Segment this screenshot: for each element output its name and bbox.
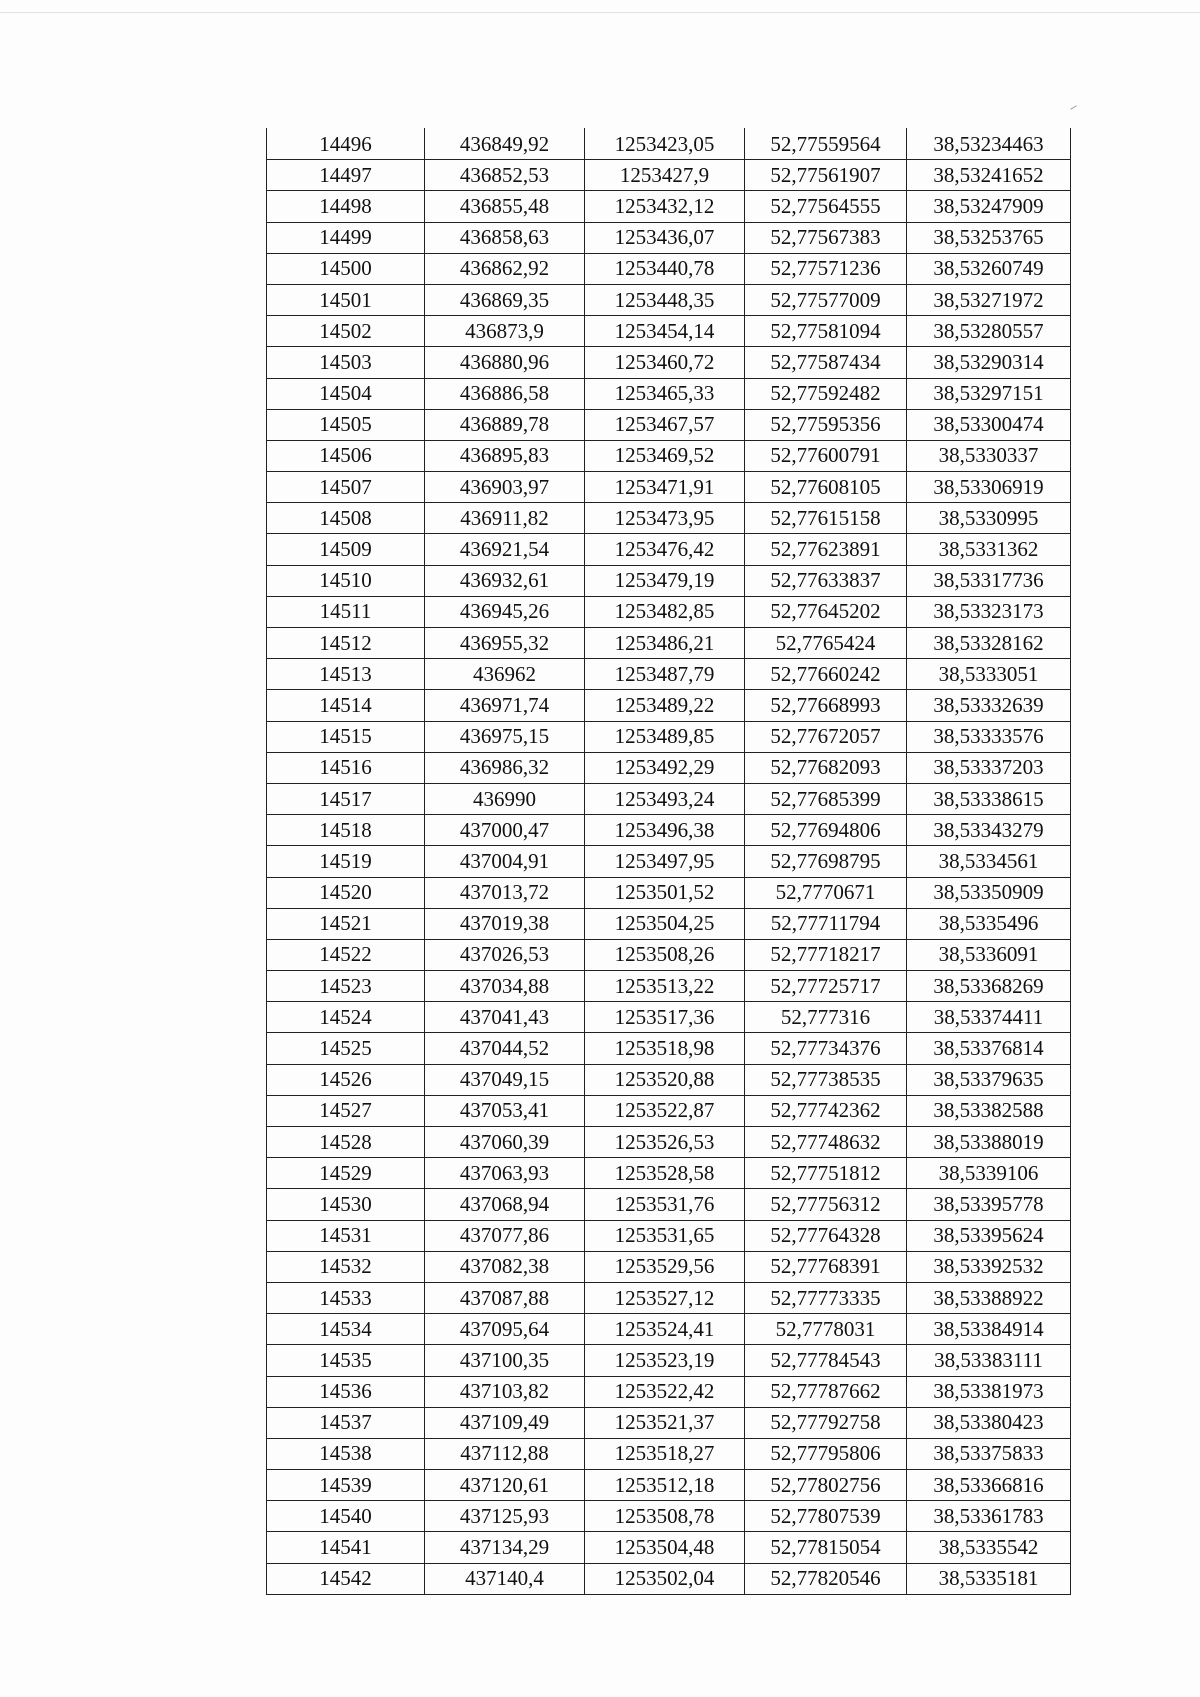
point-number-cell: 14532 xyxy=(267,1251,425,1282)
y-coordinate-cell: 1253502,04 xyxy=(585,1563,745,1594)
longitude-cell: 38,5330337 xyxy=(907,440,1071,471)
longitude-cell: 38,53338615 xyxy=(907,783,1071,814)
y-coordinate-cell: 1253527,12 xyxy=(585,1282,745,1313)
point-number-cell: 14506 xyxy=(267,440,425,471)
latitude-cell: 52,77738535 xyxy=(745,1064,907,1095)
point-number-cell: 14542 xyxy=(267,1563,425,1594)
table-row xyxy=(267,846,1071,877)
y-coordinate-cell: 1253504,25 xyxy=(585,908,745,939)
x-coordinate-cell: 437026,53 xyxy=(425,939,585,970)
point-number-cell: 14516 xyxy=(267,752,425,783)
longitude-cell: 38,53376814 xyxy=(907,1033,1071,1064)
point-number-cell: 14511 xyxy=(267,596,425,627)
x-coordinate-cell: 436903,97 xyxy=(425,472,585,503)
point-number-cell: 14515 xyxy=(267,721,425,752)
y-coordinate-cell: 1253523,19 xyxy=(585,1345,745,1376)
latitude-cell: 52,77734376 xyxy=(745,1033,907,1064)
point-number-cell: 14535 xyxy=(267,1345,425,1376)
y-coordinate-cell: 1253454,14 xyxy=(585,316,745,347)
longitude-cell: 38,5330995 xyxy=(907,503,1071,534)
x-coordinate-cell: 437053,41 xyxy=(425,1095,585,1126)
latitude-cell: 52,77802756 xyxy=(745,1470,907,1501)
table-row xyxy=(267,378,1071,409)
point-number-cell: 14526 xyxy=(267,1064,425,1095)
longitude-cell: 38,5335181 xyxy=(907,1563,1071,1594)
x-coordinate-cell: 437087,88 xyxy=(425,1282,585,1313)
latitude-cell: 52,77672057 xyxy=(745,721,907,752)
table-row xyxy=(267,1064,1071,1095)
x-coordinate-cell: 436990 xyxy=(425,783,585,814)
latitude-cell: 52,77742362 xyxy=(745,1095,907,1126)
latitude-cell: 52,77581094 xyxy=(745,316,907,347)
point-number-cell: 14536 xyxy=(267,1376,425,1407)
latitude-cell: 52,77577009 xyxy=(745,284,907,315)
y-coordinate-cell: 1253427,9 xyxy=(585,160,745,191)
longitude-cell: 38,53361783 xyxy=(907,1501,1071,1532)
table-row xyxy=(267,1127,1071,1158)
y-coordinate-cell: 1253508,78 xyxy=(585,1501,745,1532)
latitude-cell: 52,77645202 xyxy=(745,596,907,627)
longitude-cell: 38,53332639 xyxy=(907,690,1071,721)
x-coordinate-cell: 437004,91 xyxy=(425,846,585,877)
y-coordinate-cell: 1253486,21 xyxy=(585,628,745,659)
point-number-cell: 14508 xyxy=(267,503,425,534)
latitude-cell: 52,77567383 xyxy=(745,222,907,253)
latitude-cell: 52,77660242 xyxy=(745,659,907,690)
table-row xyxy=(267,783,1071,814)
table-row xyxy=(267,628,1071,659)
longitude-cell: 38,53328162 xyxy=(907,628,1071,659)
latitude-cell: 52,77751812 xyxy=(745,1158,907,1189)
x-coordinate-cell: 436975,15 xyxy=(425,721,585,752)
y-coordinate-cell: 1253501,52 xyxy=(585,877,745,908)
latitude-cell: 52,77592482 xyxy=(745,378,907,409)
longitude-cell: 38,53368269 xyxy=(907,971,1071,1002)
point-number-cell: 14527 xyxy=(267,1095,425,1126)
table-row xyxy=(267,1345,1071,1376)
y-coordinate-cell: 1253448,35 xyxy=(585,284,745,315)
table-row xyxy=(267,222,1071,253)
x-coordinate-cell: 436869,35 xyxy=(425,284,585,315)
longitude-cell: 38,53306919 xyxy=(907,472,1071,503)
latitude-cell: 52,77682093 xyxy=(745,752,907,783)
point-number-cell: 14519 xyxy=(267,846,425,877)
latitude-cell: 52,77623891 xyxy=(745,534,907,565)
coordinates-table xyxy=(266,128,1071,1595)
longitude-cell: 38,53280557 xyxy=(907,316,1071,347)
table-row xyxy=(267,503,1071,534)
latitude-cell: 52,77561907 xyxy=(745,160,907,191)
y-coordinate-cell: 1253467,57 xyxy=(585,409,745,440)
point-number-cell: 14501 xyxy=(267,284,425,315)
latitude-cell: 52,777316 xyxy=(745,1002,907,1033)
point-number-cell: 14509 xyxy=(267,534,425,565)
latitude-cell: 52,77685399 xyxy=(745,783,907,814)
y-coordinate-cell: 1253522,87 xyxy=(585,1095,745,1126)
point-number-cell: 14541 xyxy=(267,1532,425,1563)
latitude-cell: 52,77820546 xyxy=(745,1563,907,1594)
table-row xyxy=(267,877,1071,908)
scan-edge-line xyxy=(0,12,1200,13)
y-coordinate-cell: 1253489,22 xyxy=(585,690,745,721)
table-row xyxy=(267,160,1071,191)
table-row xyxy=(267,316,1071,347)
x-coordinate-cell: 437060,39 xyxy=(425,1127,585,1158)
x-coordinate-cell: 436855,48 xyxy=(425,191,585,222)
point-number-cell: 14503 xyxy=(267,347,425,378)
x-coordinate-cell: 436932,61 xyxy=(425,565,585,596)
point-number-cell: 14538 xyxy=(267,1438,425,1469)
latitude-cell: 52,77768391 xyxy=(745,1251,907,1282)
longitude-cell: 38,53271972 xyxy=(907,284,1071,315)
point-number-cell: 14540 xyxy=(267,1501,425,1532)
x-coordinate-cell: 437034,88 xyxy=(425,971,585,1002)
table-row xyxy=(267,1220,1071,1251)
point-number-cell: 14496 xyxy=(267,129,425,160)
latitude-cell: 52,77718217 xyxy=(745,939,907,970)
table-row xyxy=(267,347,1071,378)
table-row xyxy=(267,565,1071,596)
table-row xyxy=(267,472,1071,503)
table-row xyxy=(267,1095,1071,1126)
table-row xyxy=(267,440,1071,471)
point-number-cell: 14514 xyxy=(267,690,425,721)
y-coordinate-cell: 1253476,42 xyxy=(585,534,745,565)
point-number-cell: 14513 xyxy=(267,659,425,690)
x-coordinate-cell: 437044,52 xyxy=(425,1033,585,1064)
x-coordinate-cell: 437134,29 xyxy=(425,1532,585,1563)
point-number-cell: 14507 xyxy=(267,472,425,503)
x-coordinate-cell: 436911,82 xyxy=(425,503,585,534)
table-row xyxy=(267,1282,1071,1313)
longitude-cell: 38,5335542 xyxy=(907,1532,1071,1563)
point-number-cell: 14539 xyxy=(267,1470,425,1501)
table-row xyxy=(267,1158,1071,1189)
latitude-cell: 52,77748632 xyxy=(745,1127,907,1158)
y-coordinate-cell: 1253493,24 xyxy=(585,783,745,814)
longitude-cell: 38,53333576 xyxy=(907,721,1071,752)
x-coordinate-cell: 436889,78 xyxy=(425,409,585,440)
longitude-cell: 38,53395624 xyxy=(907,1220,1071,1251)
x-coordinate-cell: 436921,54 xyxy=(425,534,585,565)
x-coordinate-cell: 436862,92 xyxy=(425,253,585,284)
table-row xyxy=(267,908,1071,939)
y-coordinate-cell: 1253512,18 xyxy=(585,1470,745,1501)
y-coordinate-cell: 1253489,85 xyxy=(585,721,745,752)
longitude-cell: 38,5334561 xyxy=(907,846,1071,877)
latitude-cell: 52,77615158 xyxy=(745,503,907,534)
table-row xyxy=(267,752,1071,783)
y-coordinate-cell: 1253517,36 xyxy=(585,1002,745,1033)
longitude-cell: 38,5336091 xyxy=(907,939,1071,970)
x-coordinate-cell: 437013,72 xyxy=(425,877,585,908)
table-row xyxy=(267,1189,1071,1220)
x-coordinate-cell: 436962 xyxy=(425,659,585,690)
longitude-cell: 38,53234463 xyxy=(907,129,1071,160)
x-coordinate-cell: 437095,64 xyxy=(425,1314,585,1345)
x-coordinate-cell: 436986,32 xyxy=(425,752,585,783)
table-row xyxy=(267,690,1071,721)
y-coordinate-cell: 1253473,95 xyxy=(585,503,745,534)
table-row xyxy=(267,191,1071,222)
y-coordinate-cell: 1253496,38 xyxy=(585,815,745,846)
point-number-cell: 14499 xyxy=(267,222,425,253)
x-coordinate-cell: 437019,38 xyxy=(425,908,585,939)
longitude-cell: 38,53290314 xyxy=(907,347,1071,378)
table-row xyxy=(267,815,1071,846)
table-row xyxy=(267,1532,1071,1563)
longitude-cell: 38,53381973 xyxy=(907,1376,1071,1407)
table-row xyxy=(267,659,1071,690)
table-row xyxy=(267,534,1071,565)
x-coordinate-cell: 437112,88 xyxy=(425,1438,585,1469)
point-number-cell: 14521 xyxy=(267,908,425,939)
latitude-cell: 52,77587434 xyxy=(745,347,907,378)
longitude-cell: 38,53382588 xyxy=(907,1095,1071,1126)
latitude-cell: 52,77795806 xyxy=(745,1438,907,1469)
point-number-cell: 14505 xyxy=(267,409,425,440)
y-coordinate-cell: 1253487,79 xyxy=(585,659,745,690)
longitude-cell: 38,53380423 xyxy=(907,1407,1071,1438)
y-coordinate-cell: 1253526,53 xyxy=(585,1127,745,1158)
y-coordinate-cell: 1253522,42 xyxy=(585,1376,745,1407)
y-coordinate-cell: 1253423,05 xyxy=(585,129,745,160)
x-coordinate-cell: 437140,4 xyxy=(425,1563,585,1594)
point-number-cell: 14534 xyxy=(267,1314,425,1345)
table-row xyxy=(267,1002,1071,1033)
y-coordinate-cell: 1253528,58 xyxy=(585,1158,745,1189)
point-number-cell: 14500 xyxy=(267,253,425,284)
y-coordinate-cell: 1253521,37 xyxy=(585,1407,745,1438)
longitude-cell: 38,53374411 xyxy=(907,1002,1071,1033)
point-number-cell: 14537 xyxy=(267,1407,425,1438)
point-number-cell: 14531 xyxy=(267,1220,425,1251)
latitude-cell: 52,77633837 xyxy=(745,565,907,596)
longitude-cell: 38,53388019 xyxy=(907,1127,1071,1158)
y-coordinate-cell: 1253497,95 xyxy=(585,846,745,877)
y-coordinate-cell: 1253524,41 xyxy=(585,1314,745,1345)
longitude-cell: 38,53343279 xyxy=(907,815,1071,846)
y-coordinate-cell: 1253471,91 xyxy=(585,472,745,503)
table-row xyxy=(267,1438,1071,1469)
longitude-cell: 38,53241652 xyxy=(907,160,1071,191)
y-coordinate-cell: 1253432,12 xyxy=(585,191,745,222)
x-coordinate-cell: 436852,53 xyxy=(425,160,585,191)
y-coordinate-cell: 1253436,07 xyxy=(585,222,745,253)
y-coordinate-cell: 1253482,85 xyxy=(585,596,745,627)
x-coordinate-cell: 436886,58 xyxy=(425,378,585,409)
x-coordinate-cell: 437049,15 xyxy=(425,1064,585,1095)
y-coordinate-cell: 1253531,76 xyxy=(585,1189,745,1220)
table-row xyxy=(267,253,1071,284)
latitude-cell: 52,77668993 xyxy=(745,690,907,721)
x-coordinate-cell: 437063,93 xyxy=(425,1158,585,1189)
longitude-cell: 38,53253765 xyxy=(907,222,1071,253)
y-coordinate-cell: 1253529,56 xyxy=(585,1251,745,1282)
y-coordinate-cell: 1253460,72 xyxy=(585,347,745,378)
x-coordinate-cell: 437100,35 xyxy=(425,1345,585,1376)
longitude-cell: 38,53392532 xyxy=(907,1251,1071,1282)
table-row xyxy=(267,1251,1071,1282)
table-row xyxy=(267,1407,1071,1438)
latitude-cell: 52,77694806 xyxy=(745,815,907,846)
longitude-cell: 38,5331362 xyxy=(907,534,1071,565)
x-coordinate-cell: 437125,93 xyxy=(425,1501,585,1532)
y-coordinate-cell: 1253531,65 xyxy=(585,1220,745,1251)
point-number-cell: 14517 xyxy=(267,783,425,814)
longitude-cell: 38,5335496 xyxy=(907,908,1071,939)
point-number-cell: 14523 xyxy=(267,971,425,1002)
longitude-cell: 38,53375833 xyxy=(907,1438,1071,1469)
latitude-cell: 52,77559564 xyxy=(745,129,907,160)
latitude-cell: 52,77595356 xyxy=(745,409,907,440)
latitude-cell: 52,77564555 xyxy=(745,191,907,222)
table-row xyxy=(267,284,1071,315)
x-coordinate-cell: 437103,82 xyxy=(425,1376,585,1407)
y-coordinate-cell: 1253469,52 xyxy=(585,440,745,471)
latitude-cell: 52,77698795 xyxy=(745,846,907,877)
longitude-cell: 38,53384914 xyxy=(907,1314,1071,1345)
latitude-cell: 52,77571236 xyxy=(745,253,907,284)
table-row xyxy=(267,1470,1071,1501)
latitude-cell: 52,7778031 xyxy=(745,1314,907,1345)
point-number-cell: 14522 xyxy=(267,939,425,970)
longitude-cell: 38,53337203 xyxy=(907,752,1071,783)
x-coordinate-cell: 436880,96 xyxy=(425,347,585,378)
y-coordinate-cell: 1253518,98 xyxy=(585,1033,745,1064)
x-coordinate-cell: 436971,74 xyxy=(425,690,585,721)
latitude-cell: 52,77756312 xyxy=(745,1189,907,1220)
latitude-cell: 52,77764328 xyxy=(745,1220,907,1251)
point-number-cell: 14520 xyxy=(267,877,425,908)
latitude-cell: 52,77787662 xyxy=(745,1376,907,1407)
point-number-cell: 14528 xyxy=(267,1127,425,1158)
point-number-cell: 14504 xyxy=(267,378,425,409)
longitude-cell: 38,53247909 xyxy=(907,191,1071,222)
point-number-cell: 14502 xyxy=(267,316,425,347)
longitude-cell: 38,53366816 xyxy=(907,1470,1071,1501)
x-coordinate-cell: 437120,61 xyxy=(425,1470,585,1501)
latitude-cell: 52,7770671 xyxy=(745,877,907,908)
table-row xyxy=(267,1563,1071,1594)
point-number-cell: 14518 xyxy=(267,815,425,846)
table-row xyxy=(267,409,1071,440)
latitude-cell: 52,77792758 xyxy=(745,1407,907,1438)
longitude-cell: 38,53395778 xyxy=(907,1189,1071,1220)
y-coordinate-cell: 1253513,22 xyxy=(585,971,745,1002)
table-row xyxy=(267,939,1071,970)
x-coordinate-cell: 437068,94 xyxy=(425,1189,585,1220)
x-coordinate-cell: 436895,83 xyxy=(425,440,585,471)
y-coordinate-cell: 1253440,78 xyxy=(585,253,745,284)
latitude-cell: 52,77807539 xyxy=(745,1501,907,1532)
point-number-cell: 14510 xyxy=(267,565,425,596)
latitude-cell: 52,77711794 xyxy=(745,908,907,939)
x-coordinate-cell: 437041,43 xyxy=(425,1002,585,1033)
point-number-cell: 14512 xyxy=(267,628,425,659)
point-number-cell: 14524 xyxy=(267,1002,425,1033)
point-number-cell: 14533 xyxy=(267,1282,425,1313)
longitude-cell: 38,53323173 xyxy=(907,596,1071,627)
table-row xyxy=(267,1376,1071,1407)
point-number-cell: 14497 xyxy=(267,160,425,191)
y-coordinate-cell: 1253520,88 xyxy=(585,1064,745,1095)
point-number-cell: 14529 xyxy=(267,1158,425,1189)
table-row xyxy=(267,129,1071,160)
y-coordinate-cell: 1253465,33 xyxy=(585,378,745,409)
longitude-cell: 38,5339106 xyxy=(907,1158,1071,1189)
longitude-cell: 38,53297151 xyxy=(907,378,1071,409)
latitude-cell: 52,77600791 xyxy=(745,440,907,471)
latitude-cell: 52,77773335 xyxy=(745,1282,907,1313)
longitude-cell: 38,53260749 xyxy=(907,253,1071,284)
longitude-cell: 38,53383111 xyxy=(907,1345,1071,1376)
x-coordinate-cell: 436945,26 xyxy=(425,596,585,627)
x-coordinate-cell: 437109,49 xyxy=(425,1407,585,1438)
table-row xyxy=(267,596,1071,627)
x-coordinate-cell: 437077,86 xyxy=(425,1220,585,1251)
table-row xyxy=(267,971,1071,1002)
y-coordinate-cell: 1253518,27 xyxy=(585,1438,745,1469)
y-coordinate-cell: 1253492,29 xyxy=(585,752,745,783)
y-coordinate-cell: 1253479,19 xyxy=(585,565,745,596)
x-coordinate-cell: 436858,63 xyxy=(425,222,585,253)
table-row xyxy=(267,1314,1071,1345)
point-number-cell: 14525 xyxy=(267,1033,425,1064)
x-coordinate-cell: 436849,92 xyxy=(425,129,585,160)
table-row xyxy=(267,721,1071,752)
latitude-cell: 52,77608105 xyxy=(745,472,907,503)
longitude-cell: 38,53300474 xyxy=(907,409,1071,440)
point-number-cell: 14498 xyxy=(267,191,425,222)
longitude-cell: 38,5333051 xyxy=(907,659,1071,690)
x-coordinate-cell: 436873,9 xyxy=(425,316,585,347)
table-row xyxy=(267,1033,1071,1064)
table-row xyxy=(267,1501,1071,1532)
longitude-cell: 38,53388922 xyxy=(907,1282,1071,1313)
x-coordinate-cell: 437000,47 xyxy=(425,815,585,846)
x-coordinate-cell: 437082,38 xyxy=(425,1251,585,1282)
longitude-cell: 38,53350909 xyxy=(907,877,1071,908)
longitude-cell: 38,53379635 xyxy=(907,1064,1071,1095)
latitude-cell: 52,77815054 xyxy=(745,1532,907,1563)
y-coordinate-cell: 1253504,48 xyxy=(585,1532,745,1563)
latitude-cell: 52,77725717 xyxy=(745,971,907,1002)
y-coordinate-cell: 1253508,26 xyxy=(585,939,745,970)
point-number-cell: 14530 xyxy=(267,1189,425,1220)
latitude-cell: 52,77784543 xyxy=(745,1345,907,1376)
latitude-cell: 52,7765424 xyxy=(745,628,907,659)
pen-mark xyxy=(1070,105,1077,109)
longitude-cell: 38,53317736 xyxy=(907,565,1071,596)
coordinates-table-body xyxy=(267,129,1071,1595)
x-coordinate-cell: 436955,32 xyxy=(425,628,585,659)
